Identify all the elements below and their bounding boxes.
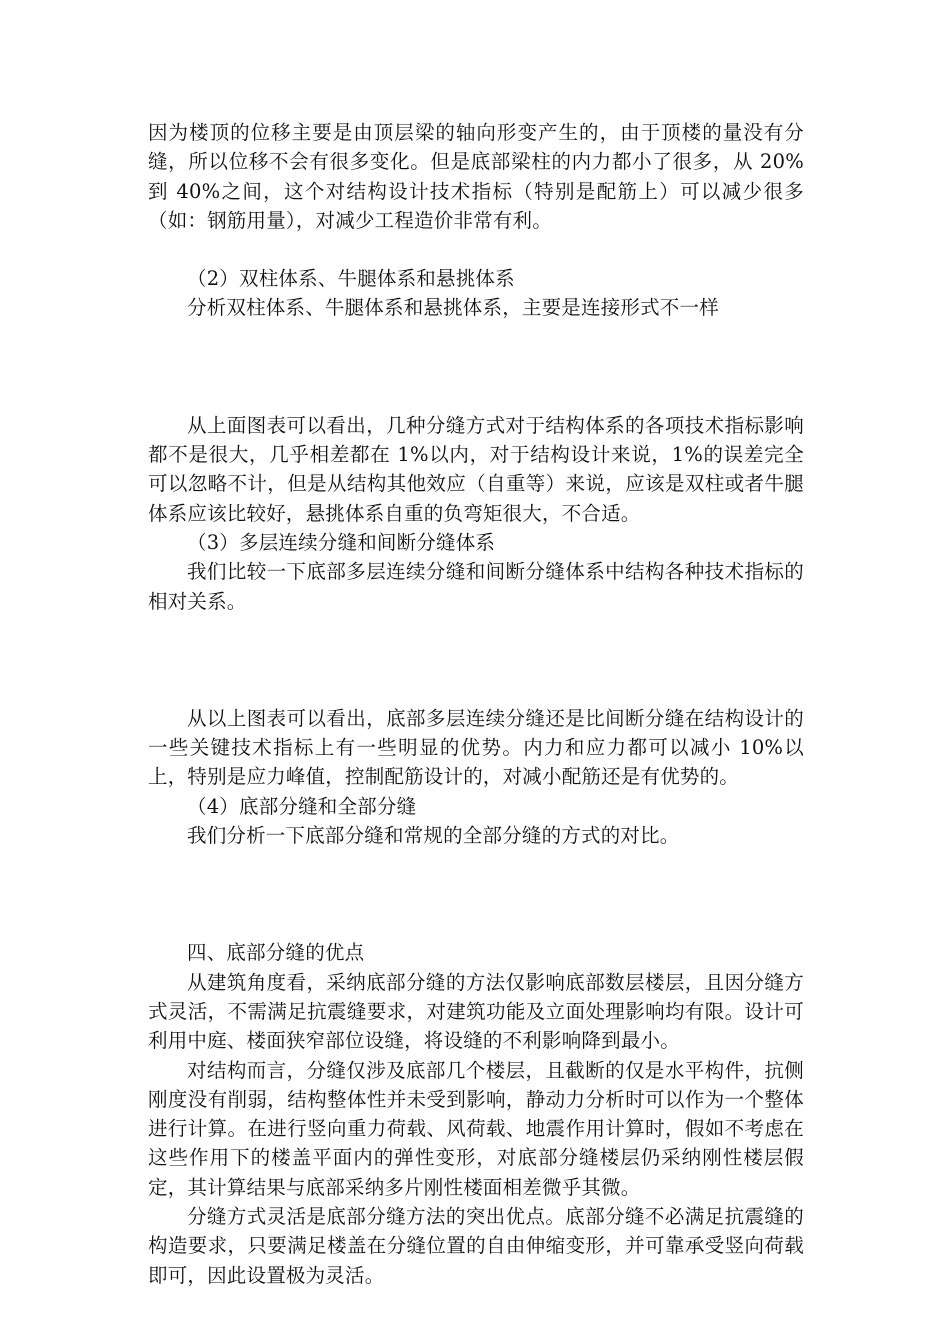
- document-body: [148, 118, 804, 1290]
- paragraph-bottom-vs-full: 我们分析一下底部分缝和常规的全部分缝的方式的对比。: [187, 824, 680, 848]
- figure-gap: [148, 323, 804, 411]
- paragraph-structure-view: 对结构而言，分缝仅涉及底部几个楼层，且截断的仅是水平构件，抗侧刚度没有削弱，结构整体性并未受到影响，静动力分析时可以作为一个整体进行计算。在进行竖向重力荷载、风荷载、地震作用计算时，假如不考虑在这些作用下的楼盖平面内的弹性变形，对底部分缝楼层仍采纳刚性楼层假定，其计算结果与底部采纳多片刚性楼面相差微乎其微。: [148, 1058, 804, 1199]
- paragraph-double-column: 分析双柱体系、牛腿体系和悬挑体系，主要是连接形式不一样: [187, 296, 719, 320]
- paragraph-comparison-result: 从上面图表可以看出，几种分缝方式对于结构体系的各项技术指标影响都不是很大，几乎相差都在 1%以内，对于结构设计来说，1%的误差完全可以忽略不计，但是从结构其他效应（自重等）来说，应该是双柱或者牛腿体系应该比较好，悬挑体系自重的负弯矩很大，不合适。: [148, 413, 804, 525]
- section-heading-4: （4）底部分缝和全部分缝: [187, 794, 417, 818]
- paragraph-displacement: 因为楼顶的位移主要是由顶层梁的轴向形变产生的，由于顶楼的量没有分缝，所以位移不会有很多变化。但是底部梁柱的内力都小了很多，从 20%到 40%之间，这个对结构设计技术指标（特别是配筋上）可以减少很多（如：钢筋用量），对减少工程造价非常有利。: [148, 121, 804, 232]
- section-heading-2: （2）双柱体系、牛腿体系和悬挑体系: [187, 267, 515, 291]
- spacer: [148, 235, 804, 264]
- section-heading-3: （3）多层连续分缝和间断分缝体系: [187, 530, 496, 554]
- paragraph-architecture-view: 从建筑角度看，采纳底部分缝的方法仅影响底部数层楼层，且因分缝方式灵活，不需满足抗震缝要求，对建筑功能及立面处理影响均有限。设计可利用中庭、楼面狭窄部位设缝，将设缝的不利影响降到最小。: [148, 970, 804, 1053]
- paragraph-continuous-joint: 我们比较一下底部多层连续分缝和间断分缝体系中结构各种技术指标的相对关系。: [148, 560, 804, 613]
- paragraph-flexibility: 分缝方式灵活是底部分缝方法的突出优点。底部分缝不必满足抗震缝的构造要求，只要满足楼盖在分缝位置的自由伸缩变形，并可靠承受竖向荷载即可，因此设置极为灵活。: [148, 1205, 804, 1287]
- section-heading-advantages: 四、底部分缝的优点: [187, 941, 365, 965]
- figure-gap: [148, 850, 804, 938]
- paragraph-continuous-advantage: 从以上图表可以看出，底部多层连续分缝还是比间断分缝在结构设计的一些关键技术指标上有一些明显的优势。内力和应力都可以减小 10%以上，特别是应力峰值，控制配筋设计的，对减小配筋还是有优势的。: [148, 706, 804, 789]
- figure-gap: [148, 616, 804, 704]
